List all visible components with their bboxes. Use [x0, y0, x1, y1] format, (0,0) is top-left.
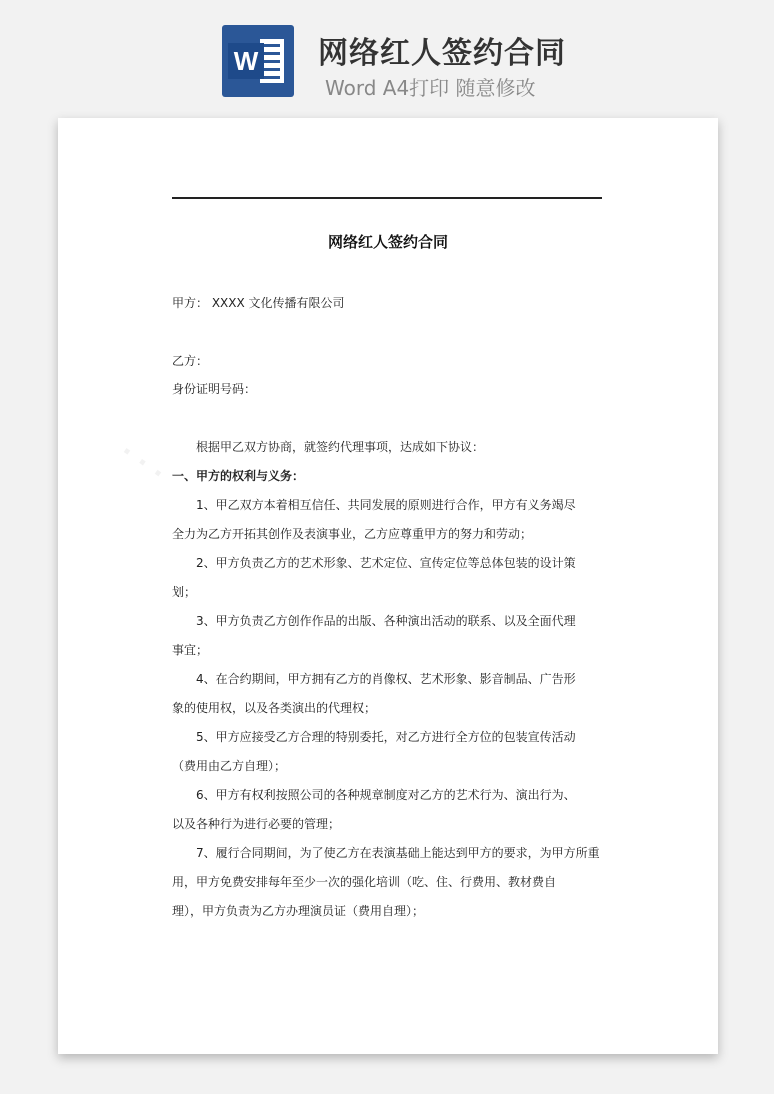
- intro-paragraph: 根据甲乙双方协商，就签约代理事项，达成如下协议：: [196, 440, 485, 454]
- id-number-line: 身份证明号码：: [172, 382, 257, 396]
- banner-title: 网络红人签约合同: [318, 36, 566, 71]
- clause-line: （费用由乙方自理）；: [172, 759, 287, 773]
- document-title: 网络红人签约合同: [327, 233, 448, 251]
- party-a-line: 甲方： XXXX 文化传播有限公司: [172, 296, 345, 310]
- section-heading: 一、甲方的权利与义务：: [172, 469, 305, 483]
- word-letter: W: [228, 43, 264, 79]
- clause-line: 1、甲乙双方本着相互信任、共同发展的原则进行合作，甲方有义务竭尽: [196, 498, 576, 512]
- clause-line: 3、甲方负责乙方创作作品的出版、各种演出活动的联系、以及全面代理: [196, 614, 576, 628]
- clause-line: 全力为乙方开拓其创作及表演事业，乙方应尊重甲方的努力和劳动；: [172, 527, 533, 541]
- watermark: · · ·: [113, 437, 171, 489]
- clause-line: 用，甲方免费安排每年至少一次的强化培训（吃、住、行费用、教材费自: [172, 875, 557, 889]
- document-page: [58, 118, 718, 1054]
- clause-line: 5、甲方应接受乙方合理的特别委托，对乙方进行全方位的包装宣传活动: [196, 730, 576, 744]
- header-rule: [172, 197, 602, 199]
- clause-line: 象的使用权，以及各类演出的代理权；: [172, 701, 377, 715]
- clause-line: 4、在合约期间，甲方拥有乙方的肖像权、艺术形象、影音制品、广告形: [196, 672, 576, 686]
- word-icon: [222, 25, 294, 97]
- party-b-line: 乙方：: [172, 354, 209, 368]
- clause-line: 2、甲方负责乙方的艺术形象、艺术定位、宣传定位等总体包装的设计策: [196, 556, 576, 570]
- clause-line: 划；: [172, 585, 197, 599]
- banner: [0, 0, 774, 118]
- clause-line: 6、甲方有权利按照公司的各种规章制度对乙方的艺术行为、演出行为、: [196, 788, 576, 802]
- banner-subtitle: Word A4打印 随意修改: [325, 76, 536, 100]
- clause-line: 7、履行合同期间，为了使乙方在表演基础上能达到甲方的要求，为甲方所重: [196, 846, 600, 860]
- clause-line: 理），甲方负责为乙方办理演员证（费用自理）；: [172, 904, 425, 918]
- clause-line: 以及各种行为进行必要的管理；: [172, 817, 341, 831]
- clause-line: 事宜；: [172, 643, 209, 657]
